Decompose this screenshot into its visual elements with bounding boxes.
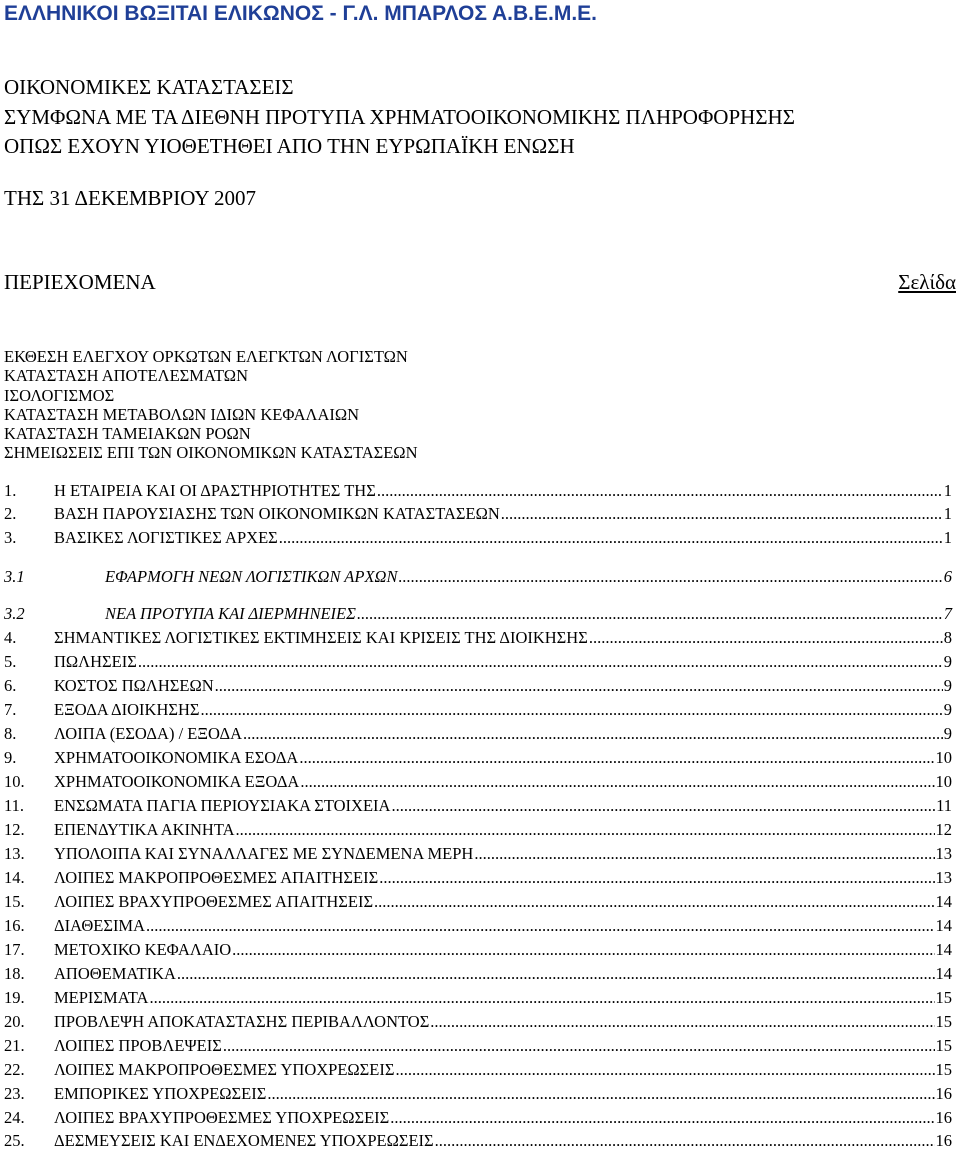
toc-entry-title: ΝΕΑ ΠΡΟΤΥΠΑ ΚΑΙ ΔΙΕΡΜΗΝΕΙΕΣ	[105, 604, 356, 623]
toc-entry-number: 21.	[4, 1036, 25, 1055]
toc-entry[interactable]	[4, 527, 952, 549]
toc-entry-page: 10	[935, 772, 952, 791]
toc-heading: ΠΕΡΙΕΧΟΜΕΝΑ	[4, 270, 156, 294]
statement-item[interactable]: ΚΑΤΑΣΤΑΣΗ ΤΑΜΕΙΑΚΩΝ ΡΟΩΝ	[4, 424, 251, 444]
toc-entry-page: 1	[943, 528, 952, 547]
toc-entry-page: 14	[935, 964, 952, 983]
toc-entry[interactable]	[4, 963, 952, 985]
toc-entry-title: ΔΙΑΘΕΣΙΜΑ	[54, 916, 146, 935]
toc-entry-number: 16.	[4, 916, 25, 935]
toc-entry-number: 18.	[4, 964, 25, 983]
dot-leader	[474, 843, 934, 865]
toc-entry-title: ΛΟΙΠΕΣ ΜΑΚΡΟΠΡΟΘΕΣΜΕΣ ΑΠΑΙΤΗΣΕΙΣ	[54, 868, 379, 887]
statement-item[interactable]: ΚΑΤΑΣΤΑΣΗ ΑΠΟΤΕΛΕΣΜΑΤΩΝ	[4, 366, 248, 386]
toc-entry-page: 16	[935, 1084, 952, 1103]
toc-entry-page: 15	[935, 1060, 952, 1079]
toc-entry-title: ΕΞΟΔΑ ΔΙΟΙΚΗΣΗΣ	[54, 700, 200, 719]
dot-leader	[430, 1011, 934, 1033]
toc-entry[interactable]	[4, 1011, 952, 1033]
toc-entry-title: ΛΟΙΠΕΣ ΜΑΚΡΟΠΡΟΘΕΣΜΕΣ ΥΠΟΧΡΕΩΣΕΙΣ	[54, 1060, 395, 1079]
toc-entry-title: ΕΝΣΩΜΑΤΑ ΠΑΓΙΑ ΠΕΡΙΟΥΣΙΑΚΑ ΣΤΟΙΧΕΙΑ	[54, 796, 391, 815]
toc-entry-page: 15	[935, 988, 952, 1007]
report-date: ΤΗΣ 31 ΔΕΚΕΜΒΡΙΟΥ 2007	[4, 186, 256, 210]
toc-entry-title: ΕΜΠΟΡΙΚΕΣ ΥΠΟΧΡΕΩΣΕΙΣ	[54, 1084, 267, 1103]
dot-leader	[232, 939, 934, 961]
toc-entry-title: ΛΟΙΠΕΣ ΠΡΟΒΛΕΨΕΙΣ	[54, 1036, 222, 1055]
dot-leader	[177, 963, 935, 985]
toc-entry-page: 10	[935, 748, 952, 767]
toc-entry-number: 19.	[4, 988, 25, 1007]
page-column-label: Σελίδα	[898, 270, 956, 294]
toc-entry-title: ΧΡΗΜΑΤΟΟΙΚΟΝΟΜΙΚΑ ΕΞΟΔΑ	[54, 772, 300, 791]
dot-leader	[377, 480, 943, 502]
toc-entry-title: ΥΠΟΛΟΙΠΑ ΚΑΙ ΣΥΝΑΛΛΑΓΕΣ ΜΕ ΣΥΝΔΕΜΕΝΑ ΜΕΡΗ	[54, 844, 474, 863]
document-title-line-1: ΟΙΚΟΝΟΜΙΚΕΣ ΚΑΤΑΣΤΑΣΕΙΣ	[4, 75, 294, 99]
document-title-line-3: ΟΠΩΣ ΕΧΟΥΝ ΥΙΟΘΕΤΗΘΕΙ ΑΠΟ ΤΗΝ ΕΥΡΩΠΑΪΚΗ ΕΝΩΣΗ	[4, 134, 575, 158]
toc-entry[interactable]	[4, 987, 952, 1009]
statement-item[interactable]: ΕΚΘΕΣΗ ΕΛΕΓΧΟΥ ΟΡΚΩΤΩΝ ΕΛΕΓΚΤΩΝ ΛΟΓΙΣΤΩΝ	[4, 347, 408, 366]
dot-leader	[215, 675, 943, 697]
toc-entry-title: ΜΕΤΟΧΙΚΟ ΚΕΦΑΛΑΙΟ	[54, 940, 232, 959]
toc-entry-title: ΑΠΟΘΕΜΑΤΙΚΑ	[54, 964, 176, 983]
toc-entry-number: 9.	[4, 748, 17, 767]
statement-item[interactable]: ΚΑΤΑΣΤΑΣΗ ΜΕΤΑΒΟΛΩΝ ΙΔΙΩΝ ΚΕΦΑΛΑΙΩΝ	[4, 404, 360, 424]
toc-entry-title: ΜΕΡΙΣΜΑΤΑ	[54, 988, 149, 1007]
toc-entry-title: ΠΩΛΗΣΕΙΣ	[54, 652, 137, 671]
toc-entry-title: ΠΡΟΒΛΕΨΗ ΑΠΟΚΑΤΑΣΤΑΣΗΣ ΠΕΡΙΒΑΛΛΟΝΤΟΣ	[54, 1012, 430, 1031]
toc-entry-number: 15.	[4, 892, 25, 911]
toc-subentry[interactable]	[4, 603, 952, 625]
toc-entry-number: 5.	[4, 652, 17, 671]
toc-entry-number: 3.1	[4, 567, 25, 586]
toc-entry-title: ΛΟΙΠΕΣ ΒΡΑΧΥΠΡΟΘΕΣΜΕΣ ΑΠΑΙΤΗΣΕΙΣ	[54, 892, 374, 911]
toc-entry[interactable]	[4, 843, 952, 865]
toc-entry-title: ΕΠΕΝΔΥΤΙΚΑ ΑΚΙΝΗΤΑ	[54, 820, 235, 839]
dot-leader	[435, 1130, 935, 1152]
toc-entry[interactable]	[4, 723, 952, 745]
toc-entry-number: 22.	[4, 1060, 25, 1079]
dot-leader	[357, 603, 943, 625]
toc-entry-number: 10.	[4, 772, 25, 791]
toc-entry[interactable]	[4, 1059, 952, 1081]
toc-entry-title: ΛΟΙΠΑ (ΕΣΟΔΑ) / ΕΞΟΔΑ	[54, 724, 243, 743]
dot-leader	[398, 566, 942, 588]
toc-entry-page: 12	[935, 820, 952, 839]
toc-entry-title: ΔΕΣΜΕΥΣΕΙΣ ΚΑΙ ΕΝΔΕΧΟΜΕΝΕΣ ΥΠΟΧΡΕΩΣΕΙΣ	[54, 1131, 434, 1150]
dot-leader	[300, 771, 934, 793]
toc-entry-page: 15	[935, 1012, 952, 1031]
toc-entry[interactable]	[4, 747, 952, 769]
toc-entry[interactable]	[4, 480, 952, 502]
toc-entry-number: 23.	[4, 1084, 25, 1103]
toc-entry-title: ΚΟΣΤΟΣ ΠΩΛΗΣΕΩΝ	[54, 676, 214, 695]
dot-leader	[223, 1035, 935, 1057]
toc-entry[interactable]	[4, 939, 952, 961]
toc-entry-number: 2.	[4, 504, 17, 523]
dot-leader	[391, 795, 935, 817]
toc-entry[interactable]	[4, 651, 952, 673]
toc-entry-number: 6.	[4, 676, 17, 695]
toc-entry-number: 4.	[4, 628, 17, 647]
dot-leader	[236, 819, 935, 841]
toc-entry-title: ΧΡΗΜΑΤΟΟΙΚΟΝΟΜΙΚΑ ΕΣΟΔΑ	[54, 748, 299, 767]
toc-entry[interactable]	[4, 819, 952, 841]
toc-entry-title: ΣΗΜΑΝΤΙΚΕΣ ΛΟΓΙΣΤΙΚΕΣ ΕΚΤΙΜΗΣΕΙΣ ΚΑΙ ΚΡΙΣΕΙΣ ΤΗΣ ΔΙΟΙΚΗΣΗΣ	[54, 628, 588, 647]
toc-entry-title: ΛΟΙΠΕΣ ΒΡΑΧΥΠΡΟΘΕΣΜΕΣ ΥΠΟΧΡΕΩΣΕΙΣ	[54, 1108, 390, 1127]
toc-entry-page: 6	[943, 567, 952, 586]
toc-entry[interactable]	[4, 795, 952, 817]
toc-entry[interactable]	[4, 915, 952, 937]
dot-leader	[149, 987, 934, 1009]
toc-entry[interactable]	[4, 1035, 952, 1057]
toc-entry-page: 8	[943, 628, 952, 647]
dot-leader	[267, 1083, 934, 1105]
toc-entry-number: 8.	[4, 724, 17, 743]
toc-entry[interactable]	[4, 627, 952, 649]
company-name: ΕΛΛΗΝΙΚΟΙ ΒΩΞΙΤΑΙ ΕΛΙΚΩΝΟΣ - Γ.Λ. ΜΠΑΡΛΟΣ Α.Β.Ε.Μ.Ε.	[4, 2, 598, 25]
toc-entry-page: 9	[943, 652, 952, 671]
toc-entry[interactable]	[4, 1107, 952, 1129]
toc-entry-number: 24.	[4, 1108, 25, 1127]
dot-leader	[299, 747, 934, 769]
toc-entry[interactable]	[4, 1130, 952, 1152]
toc-entry-number: 12.	[4, 820, 25, 839]
toc-entry-number: 17.	[4, 940, 25, 959]
dot-leader	[201, 699, 943, 721]
toc-entry-page: 9	[943, 724, 952, 743]
toc-entry-page: 11	[936, 796, 952, 815]
toc-entry-number: 7.	[4, 700, 17, 719]
dot-leader	[501, 503, 943, 525]
toc-entry-number: 20.	[4, 1012, 25, 1031]
toc-entry-page: 16	[935, 1131, 952, 1150]
toc-entry-number: 3.2	[4, 604, 25, 623]
toc-entry-page: 14	[935, 892, 952, 911]
toc-entry-page: 14	[935, 916, 952, 935]
toc-entry-page: 9	[943, 676, 952, 695]
toc-entry[interactable]	[4, 503, 952, 525]
toc-entry-page: 9	[943, 700, 952, 719]
toc-entry-page: 16	[935, 1108, 952, 1127]
toc-entry-number: 25.	[4, 1131, 25, 1150]
dot-leader	[589, 627, 943, 649]
toc-entry[interactable]	[4, 675, 952, 697]
dot-leader	[138, 651, 943, 673]
document-title-line-2: ΣΥΜΦΩΝΑ ΜΕ ΤΑ ΔΙΕΘΝΗ ΠΡΟΤΥΠΑ ΧΡΗΜΑΤΟΟΙΚΟΝΟΜΙΚΗΣ ΠΛΗΡΟΦΟΡΗΣΗΣ	[4, 105, 795, 129]
toc-subentry[interactable]	[4, 566, 952, 588]
statements-list	[4, 347, 417, 463]
dot-leader	[279, 527, 943, 549]
toc-entry-number: 14.	[4, 868, 25, 887]
toc-entry[interactable]	[4, 771, 952, 793]
toc-entry[interactable]	[4, 867, 952, 889]
toc-entry-title: ΒΑΣΗ ΠΑΡΟΥΣΙΑΣΗΣ ΤΩΝ ΟΙΚΟΝΟΜΙΚΩΝ ΚΑΤΑΣΤΑΣΕΩΝ	[54, 504, 500, 523]
toc-entry-page: 15	[935, 1036, 952, 1055]
statement-item[interactable]: ΣΗΜΕΙΩΣΕΙΣ ΕΠΙ ΤΩΝ ΟΙΚΟΝΟΜΙΚΩΝ ΚΑΤΑΣΤΑΣΕΩΝ	[4, 443, 418, 463]
dot-leader	[395, 1059, 934, 1081]
toc-entry[interactable]	[4, 891, 952, 913]
dot-leader	[374, 891, 934, 913]
toc-entry-number: 13.	[4, 844, 25, 863]
toc-entry-page: 13	[935, 844, 952, 863]
dot-leader	[243, 723, 943, 745]
toc-entry-title: ΕΦΑΡΜΟΓΗ ΝΕΩΝ ΛΟΓΙΣΤΙΚΩΝ ΑΡΧΩΝ	[105, 567, 398, 586]
statement-item[interactable]: ΙΣΟΛΟΓΙΣΜΟΣ	[4, 385, 115, 405]
toc-entry-page: 14	[935, 940, 952, 959]
toc-entry-title: ΒΑΣΙΚΕΣ ΛΟΓΙΣΤΙΚΕΣ ΑΡΧΕΣ	[54, 528, 278, 547]
toc-entry-number: 11.	[4, 796, 25, 815]
toc-entry[interactable]	[4, 699, 952, 721]
toc-entry-number: 1.	[4, 481, 17, 500]
dot-leader	[146, 915, 934, 937]
toc-entry[interactable]	[4, 1083, 952, 1105]
toc-entry-page: 1	[943, 504, 952, 523]
toc-entry-page: 13	[935, 868, 952, 887]
toc-entry-page: 1	[943, 481, 952, 500]
dot-leader	[390, 1107, 934, 1129]
toc-entry-page: 7	[943, 604, 952, 623]
toc-entry-title: Η ΕΤΑΙΡΕΙΑ ΚΑΙ ΟΙ ΔΡΑΣΤΗΡΙΟΤΗΤΕΣ ΤΗΣ	[54, 481, 376, 500]
dot-leader	[379, 867, 934, 889]
toc-entry-number: 3.	[4, 528, 17, 547]
